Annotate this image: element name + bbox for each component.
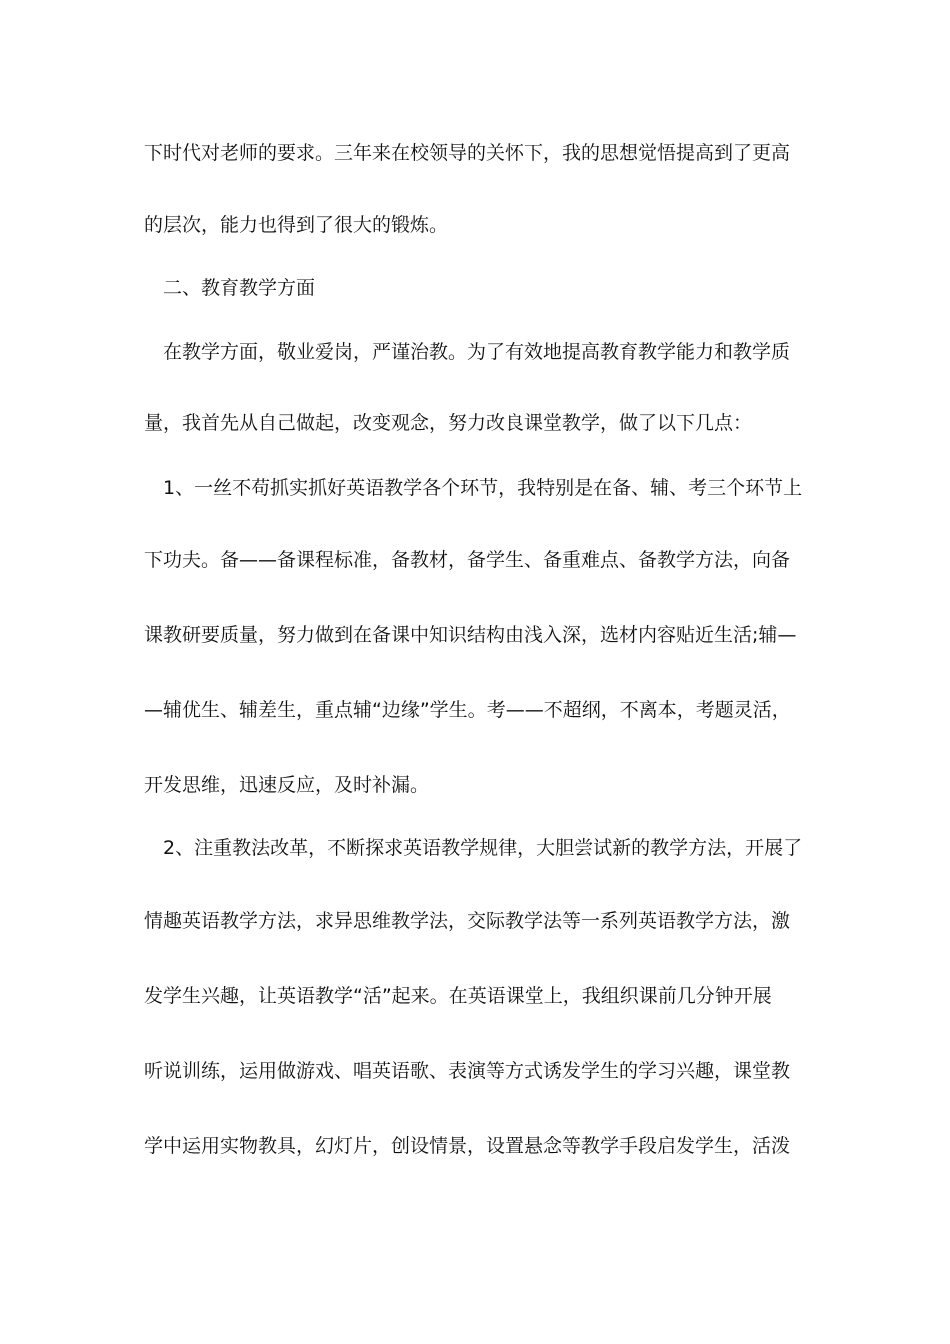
text-line: 的层次，能力也得到了很大的锻炼。 — [144, 214, 449, 236]
list-item-1: 1、一丝不苟抓实抓好英语教学各个环节，我特别是在备、辅、考三个环节上 — [163, 477, 803, 499]
text-line: —辅优生、辅差生，重点辅“边缘”学生。考——不超纲，不离本，考题灵活， — [144, 699, 791, 721]
section-heading: 二、教育教学方面 — [163, 277, 316, 299]
list-item-2: 2、注重教法改革，不断探求英语教学规律，大胆尝试新的教学方法，开展了 — [163, 837, 803, 859]
text-line: 听说训练，运用做游戏、唱英语歌、表演等方式诱发学生的学习兴趣，课堂教 — [144, 1060, 791, 1082]
text-line: 发学生兴趣，让英语教学“活”起来。在英语课堂上，我组织课前几分钟开展 — [144, 985, 772, 1007]
text-line: 在教学方面，敬业爱岗，严谨治教。为了有效地提高教育教学能力和教学质 — [163, 341, 791, 363]
text-line: 开发思维，迅速反应，及时补漏。 — [144, 774, 430, 796]
text-line: 学中运用实物教具，幻灯片，创设情景，设置悬念等教学手段启发学生，活泼 — [144, 1135, 791, 1157]
text-line: 情趣英语教学方法，求异思维教学法，交际教学法等一系列英语教学方法，激 — [144, 910, 791, 932]
text-line: 下功夫。备——备课程标准，备教材，备学生、备重难点、备教学方法，向备 — [144, 549, 791, 571]
text-line: 课教研要质量，努力做到在备课中知识结构由浅入深，选材内容贴近生活;辅— — [144, 624, 797, 646]
text-line: 下时代对老师的要求。三年来在校领导的关怀下，我的思想觉悟提高到了更高 — [144, 142, 791, 164]
text-line: 量，我首先从自己做起，改变观念，努力改良课堂教学，做了以下几点： — [144, 412, 753, 434]
